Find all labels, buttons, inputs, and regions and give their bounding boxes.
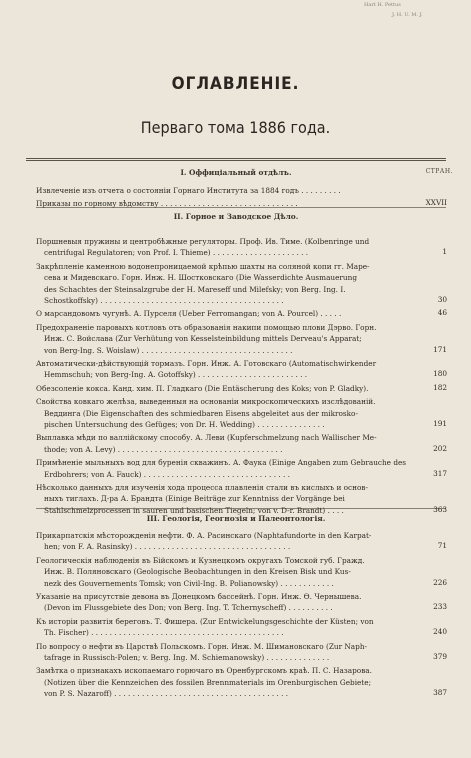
entry-continuation-line: Инж. С. Войслава (Zur Verhütung von Kesselsteinbildung mittels Derveau's Apparat; <box>44 334 362 344</box>
entry-page-number: 226 <box>433 577 447 587</box>
toc-entry[interactable] <box>36 641 407 664</box>
page-title: ОГЛАВЛЕНІЕ. <box>171 74 300 94</box>
entry-continuation-line: centrifugal Regulatoren; von Prof. I. Thieme) . . . . . . . . . . . . . . . . . . . . . <box>44 248 309 258</box>
entry-title-line: О марсандовомъ чугунѣ. А. Пурселя (Ueber Ferromangan; von A. Pourcel) . . . . . <box>36 309 342 319</box>
entry-continuation-line: von P. S. Nazaroff) . . . . . . . . . . . . . . . . . . . . . . . . . . . . . . . . . . . . . . <box>44 689 289 699</box>
entry-continuation-line: ныхъ тиглахъ. Д-ра А. Брандта (Einige Beiträge zur Kenntniss der Vorgänge bei <box>44 494 345 504</box>
toc-entry[interactable] <box>36 591 407 614</box>
bleed-through-text <box>300 0 471 60</box>
entry-title-line: Замѣтка о признакахъ ископаемаго горючаго въ Оренбургскомъ краѣ. П. С. Назарова. <box>36 666 372 676</box>
entry-title-line: Примѣненіе мыльныхъ вод для буренія скважинъ. А. Фаука (Einige Angaben zum Gebrauche des <box>36 458 407 468</box>
entry-continuation-line: Th. Fischer) . . . . . . . . . . . . . . . . . . . . . . . . . . . . . . . . . . . . . . . . . . <box>44 628 284 638</box>
entry-continuation-line: tafrage in Russisch-Polen; v. Berg. Ing. M. Schiemanowsky) . . . . . . . . . . . . . . <box>44 653 330 662</box>
toc-entry[interactable] <box>36 308 407 319</box>
entry-title-line: Прикарпатскія мѣсторожденія нефти. Ф. А. Расинскаго (Naphtafundorte in den Karpat- <box>36 531 372 540</box>
entry-continuation-line: Hemmschuh; von Berg-Ing. A. Gotoffsky) . . . . . . . . . . . . . . . . . . . . . . . . <box>44 370 308 380</box>
entry-page-number: 387 <box>433 688 447 698</box>
top-rule <box>26 158 446 161</box>
toc-entry[interactable] <box>36 457 407 480</box>
entry-page-number: 191 <box>433 419 447 428</box>
entry-page-number: 379 <box>433 652 447 661</box>
bleed-text-a: Hart H. Pettus <box>364 2 401 8</box>
entry-title-line: По вопросу о нефти въ Царствѣ Польскомъ. Горн. Инж. М. Шимановскаго (Zur Naph- <box>36 641 367 651</box>
entry-title-line: Выплавка мѣди по валлійскому способу. А. Леви (Kupferschmelzung nach Wallischer Me- <box>36 433 377 443</box>
entry-continuation-line: hen; von F. A. Rasinsky) . . . . . . . . . . . . . . . . . . . . . . . . . . . . . . . . . . <box>44 542 291 552</box>
entry-page-number: 180 <box>433 369 447 379</box>
entry-title-line: Закрѣпленіе каменною водонепроницаемой крѣпью шахты на соляной копи гг. Маре- <box>36 261 370 271</box>
entry-title-line: Предохраненіе паровыхъ котловъ отъ образованія накипи помощью плови Дэрво. Горн. <box>36 322 377 332</box>
bleed-text-b: J. H. U. M. J. <box>392 12 423 18</box>
entry-page-number: 30 <box>437 295 447 304</box>
toc-entry[interactable] <box>36 396 407 430</box>
entry-continuation-line: Stahlschmelzprocessen in sauren und basischen Tiegeln; von v. D-r. Brandt) . . . . <box>44 505 344 515</box>
toc-entry[interactable] <box>36 261 407 307</box>
entry-title-line: Извлеченіе изъ отчета о состояніи Горнаго Института за 1884 годъ . . . . . . . . . <box>36 186 341 195</box>
entry-page-number: 317 <box>433 468 447 478</box>
section-heading: I. Оффиціальный отдѣлъ. <box>180 168 292 177</box>
toc-entry[interactable] <box>36 482 407 516</box>
entry-page-number: 46 <box>437 308 447 318</box>
page-column-header: СТРАН. <box>425 168 453 175</box>
toc-entry[interactable] <box>36 530 407 553</box>
entry-page-number: 240 <box>433 627 447 637</box>
entry-continuation-line: (Notizen über die Kennzeichen des fossilen Brennmaterials im Orenburgischen Gebiete; <box>44 677 372 687</box>
entry-continuation-line: des Schachtes der Steinsalzgrube der H. Mareseff und Milefsky; von Berg. Ing. I. <box>44 284 346 294</box>
entry-title-line: Обезсоленіе кокса. Канд. хим. П. Гладкаго (Die Entäscherung des Koks; von P. Gladky). <box>36 383 369 393</box>
entry-title-line: Свойства ковкаго желѣза, выведенныя на основаніи микроскопическихъ изслѣдованій. <box>36 397 376 407</box>
entry-page-number: 233 <box>433 602 447 612</box>
entry-continuation-line: (Devon im Flussgebiete des Don; von Berg. Ing. T. Tchernyscheff) . . . . . . . . . . <box>44 603 333 613</box>
entry-page-number: 171 <box>433 344 447 354</box>
entry-continuation-line: Erdbohrers; von A. Fauck) . . . . . . . . . . . . . . . . . . . . . . . . . . . . . . . . <box>44 469 290 479</box>
entry-title-line: Автоматически-дѣйствующій тормазъ. Горн. Инж. А. Готовскаго (Automatischwirkender <box>36 359 377 368</box>
entry-page-number: 202 <box>433 443 447 453</box>
entry-continuation-line: Инж. В. Поляновскаго (Geologische Beobachtungen in den Kreisen Bisk und Kus- <box>44 567 351 577</box>
entry-title-line: Поршневыя пружины и центробѣжные регуляторы. Проф. Ив. Тиме. (Kolbenringe und <box>36 237 370 246</box>
page-subtitle: Перваго тома 1886 года. <box>140 118 331 137</box>
entry-continuation-line: pischen Untersuchung des Gefüges; von Dr. H. Wedding) . . . . . . . . . . . . . . . <box>44 420 325 429</box>
entry-continuation-line: Веддинга (Die Eigenschaften des schmiedbaren Eisens abgeleitet aus der mikrosko- <box>44 408 358 418</box>
entry-page-number: 71 <box>437 541 447 551</box>
toc-entry[interactable] <box>36 185 407 196</box>
entry-page-number: 363 <box>433 504 447 514</box>
entry-continuation-line: von Berg-Ing. S. Woislaw) . . . . . . . . . . . . . . . . . . . . . . . . . . . . . . . . . <box>44 345 293 355</box>
entry-continuation-line: thode; von A. Levy) . . . . . . . . . . . . . . . . . . . . . . . . . . . . . . . . . . . . <box>44 444 283 454</box>
toc-entry[interactable] <box>36 555 407 589</box>
entry-title-line: Къ исторіи развитія береговъ. Т. Фишера. (Zur Entwickelungsgeschichte der Küsten; von <box>36 616 374 626</box>
section-heading: II. Горное и Заводское Дѣло. <box>173 212 299 221</box>
entry-continuation-line: nezk des Gouvernements Tomsk; von Civil-Ing. B. Polianowsky) . . . . . . . . . . . . <box>44 578 334 588</box>
entry-title-line: Геологическія наблюденія въ Бійскомъ и Кузнецкомъ округахъ Томской губ. Гражд. <box>36 555 365 565</box>
entry-continuation-line: Schostkoffsky) . . . . . . . . . . . . . . . . . . . . . . . . . . . . . . . . . . . . . . . . <box>44 296 284 306</box>
entry-page-number: 1 <box>442 247 447 257</box>
entry-continuation-line: сева и Мидевскаго. Горн. Инж. Н. Шостковскаго (Die Wasserdichte Ausmauerung <box>44 273 357 283</box>
toc-entry[interactable] <box>36 236 407 259</box>
toc-entry[interactable] <box>36 383 407 394</box>
section-heading: III. Геологія, Геогнозія и Палеонтологія. <box>146 514 326 523</box>
toc-entry[interactable] <box>36 358 407 381</box>
entry-title-line: Нѣсколько данныхъ для изученія хода процесса плавленія стали въ кислыхъ и основ- <box>36 483 368 492</box>
toc-entry[interactable] <box>36 616 407 639</box>
entry-page-number: 182 <box>433 382 447 392</box>
entry-title-line: Указаніе на присутствіе девона въ Донецкомъ бассейнѣ. Горн. Инж. Ѳ. Чернышева. <box>36 592 362 601</box>
entry-title-line: Приказы по горному вѣдомству . . . . . . . . . . . . . . . . . . . . . . . . . . . . . . <box>36 199 298 209</box>
toc-entry[interactable] <box>36 322 407 356</box>
entry-page-number: XXVII <box>425 198 447 208</box>
toc-entry[interactable] <box>36 432 407 455</box>
toc-entry[interactable] <box>36 198 407 209</box>
toc-entry[interactable] <box>36 665 407 699</box>
